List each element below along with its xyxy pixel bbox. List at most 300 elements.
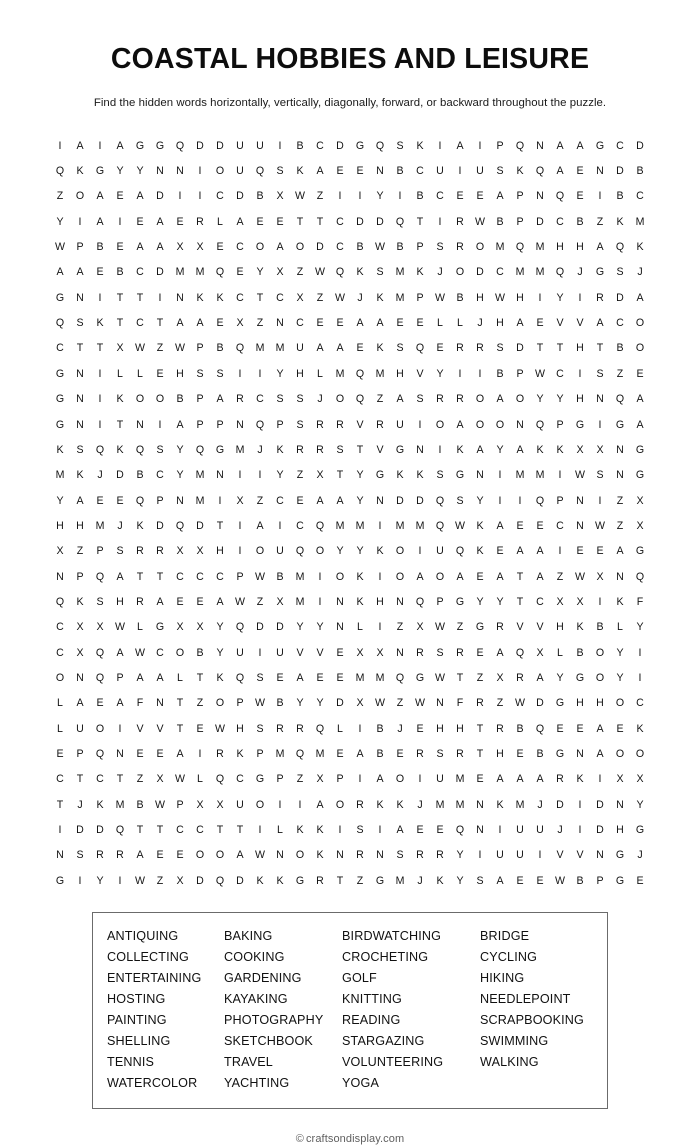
word-list-item[interactable]: YACHTING	[224, 1075, 290, 1090]
grid-letter[interactable]: G	[555, 697, 565, 710]
grid-letter[interactable]: D	[376, 215, 384, 228]
grid-letter[interactable]: U	[436, 773, 444, 786]
grid-letter[interactable]: K	[316, 849, 324, 862]
grid-letter[interactable]: K	[356, 266, 364, 279]
grid-letter[interactable]: E	[156, 849, 164, 862]
grid-letter[interactable]: K	[96, 798, 104, 811]
grid-letter[interactable]: X	[556, 595, 564, 608]
grid-letter[interactable]: T	[456, 671, 464, 684]
grid-letter[interactable]: Z	[156, 874, 164, 887]
grid-letter[interactable]: Q	[535, 494, 545, 507]
grid-letter[interactable]: R	[456, 215, 464, 228]
grid-letter[interactable]: E	[396, 747, 404, 760]
grid-letter[interactable]: Z	[616, 494, 624, 507]
grid-letter[interactable]: Z	[316, 190, 324, 203]
grid-letter[interactable]: N	[576, 519, 584, 532]
grid-letter[interactable]: W	[435, 621, 445, 634]
grid-letter[interactable]: J	[417, 874, 423, 887]
grid-letter[interactable]: A	[636, 393, 644, 406]
grid-letter[interactable]: A	[596, 241, 604, 254]
grid-letter[interactable]: Q	[515, 241, 525, 254]
grid-letter[interactable]: S	[116, 545, 124, 558]
grid-letter[interactable]: A	[156, 215, 164, 228]
grid-letter[interactable]: X	[276, 266, 284, 279]
grid-letter[interactable]: A	[316, 798, 324, 811]
grid-letter[interactable]: W	[175, 342, 185, 355]
grid-letter[interactable]: Q	[435, 494, 445, 507]
grid-letter[interactable]: R	[296, 722, 304, 735]
grid-letter[interactable]: K	[236, 747, 244, 760]
grid-letter[interactable]: X	[596, 443, 604, 456]
grid-letter[interactable]: E	[636, 874, 644, 887]
grid-letter[interactable]: A	[516, 773, 524, 786]
grid-letter[interactable]: R	[456, 646, 464, 659]
grid-letter[interactable]: S	[256, 722, 264, 735]
grid-letter[interactable]: X	[196, 798, 204, 811]
grid-letter[interactable]: T	[76, 342, 84, 355]
grid-letter[interactable]: N	[616, 469, 624, 482]
grid-letter[interactable]: B	[416, 190, 424, 203]
grid-letter[interactable]: Q	[635, 570, 645, 583]
grid-letter[interactable]: D	[236, 190, 244, 203]
grid-letter[interactable]: D	[336, 139, 344, 152]
grid-letter[interactable]: P	[76, 747, 84, 760]
grid-letter[interactable]: U	[296, 342, 304, 355]
grid-letter[interactable]: E	[276, 671, 284, 684]
grid-letter[interactable]: M	[355, 671, 365, 684]
grid-letter[interactable]: D	[536, 215, 544, 228]
word-list-item[interactable]: BIRDWATCHING	[342, 928, 442, 943]
grid-letter[interactable]: B	[276, 697, 284, 710]
grid-letter[interactable]: K	[216, 291, 224, 304]
grid-letter[interactable]: A	[596, 747, 604, 760]
grid-letter[interactable]: A	[236, 849, 244, 862]
grid-letter[interactable]: Y	[556, 393, 564, 406]
grid-letter[interactable]: A	[376, 773, 384, 786]
grid-letter[interactable]: N	[616, 443, 624, 456]
grid-letter[interactable]: U	[256, 139, 264, 152]
grid-letter[interactable]: G	[635, 545, 645, 558]
grid-letter[interactable]: D	[236, 874, 244, 887]
grid-letter[interactable]: I	[218, 494, 222, 507]
grid-letter[interactable]: X	[176, 241, 184, 254]
grid-letter[interactable]: R	[216, 747, 224, 760]
grid-letter[interactable]: K	[96, 317, 104, 330]
grid-letter[interactable]: W	[315, 266, 325, 279]
grid-letter[interactable]: P	[516, 367, 524, 380]
grid-letter[interactable]: Y	[216, 646, 224, 659]
grid-letter[interactable]: Q	[255, 165, 265, 178]
grid-letter[interactable]: L	[137, 621, 143, 634]
grid-letter[interactable]: C	[196, 570, 204, 583]
grid-letter[interactable]: G	[255, 773, 265, 786]
grid-letter[interactable]: N	[596, 849, 604, 862]
grid-letter[interactable]: C	[196, 824, 204, 836]
grid-letter[interactable]: C	[616, 139, 624, 152]
grid-letter[interactable]: D	[596, 824, 604, 836]
grid-letter[interactable]: E	[96, 697, 104, 710]
grid-letter[interactable]: Q	[535, 418, 545, 431]
grid-letter[interactable]: Y	[356, 494, 364, 507]
grid-letter[interactable]: A	[496, 773, 504, 786]
grid-letter[interactable]: X	[96, 621, 104, 634]
grid-letter[interactable]: Y	[456, 874, 464, 887]
grid-letter[interactable]: X	[56, 545, 64, 558]
grid-letter[interactable]: A	[196, 317, 204, 330]
grid-letter[interactable]: A	[276, 241, 284, 254]
grid-letter[interactable]: B	[496, 215, 504, 228]
grid-letter[interactable]: P	[196, 342, 204, 355]
grid-letter[interactable]: O	[255, 545, 265, 558]
grid-letter[interactable]: C	[216, 570, 224, 583]
grid-letter[interactable]: G	[155, 139, 165, 152]
grid-letter[interactable]: A	[156, 671, 164, 684]
grid-letter[interactable]: J	[397, 722, 403, 735]
grid-letter[interactable]: W	[455, 519, 465, 532]
grid-letter[interactable]: U	[236, 646, 244, 659]
grid-letter[interactable]: O	[335, 798, 345, 811]
grid-letter[interactable]: W	[175, 773, 185, 786]
grid-letter[interactable]: P	[596, 874, 604, 887]
grid-letter[interactable]: D	[156, 519, 164, 532]
grid-letter[interactable]: P	[256, 747, 264, 760]
grid-letter[interactable]: S	[76, 443, 84, 456]
grid-letter[interactable]: X	[316, 773, 324, 786]
grid-letter[interactable]: H	[496, 317, 504, 330]
grid-letter[interactable]: X	[176, 621, 184, 634]
grid-letter[interactable]: S	[496, 342, 504, 355]
grid-letter[interactable]: Z	[396, 621, 404, 634]
grid-letter[interactable]: G	[595, 139, 605, 152]
grid-letter[interactable]: Z	[56, 190, 64, 203]
grid-letter[interactable]: K	[296, 165, 304, 178]
grid-letter[interactable]: P	[416, 241, 424, 254]
grid-letter[interactable]: S	[196, 367, 204, 380]
grid-letter[interactable]: G	[415, 671, 425, 684]
grid-letter[interactable]: M	[535, 241, 545, 254]
word-list-item[interactable]: WATERCOLOR	[107, 1075, 198, 1090]
grid-letter[interactable]: N	[396, 595, 404, 608]
grid-letter[interactable]: A	[136, 241, 144, 254]
grid-letter[interactable]: R	[516, 671, 524, 684]
word-list-item[interactable]: PHOTOGRAPHY	[224, 1012, 324, 1027]
grid-letter[interactable]: N	[536, 139, 544, 152]
grid-letter[interactable]: Z	[156, 342, 164, 355]
grid-letter[interactable]: Q	[95, 443, 105, 456]
grid-letter[interactable]: A	[456, 139, 464, 152]
word-list-item[interactable]: KNITTING	[342, 991, 402, 1006]
grid-letter[interactable]: Q	[395, 671, 405, 684]
grid-letter[interactable]: A	[116, 697, 124, 710]
grid-letter[interactable]: W	[135, 874, 145, 887]
grid-letter[interactable]: E	[196, 722, 204, 735]
grid-letter[interactable]: K	[256, 874, 264, 887]
grid-letter[interactable]: Z	[376, 393, 384, 406]
grid-letter[interactable]: H	[596, 697, 604, 710]
grid-letter[interactable]: R	[296, 443, 304, 456]
grid-letter[interactable]: Z	[296, 469, 304, 482]
grid-letter[interactable]: Z	[476, 671, 484, 684]
grid-letter[interactable]: S	[276, 393, 284, 406]
grid-letter[interactable]: E	[56, 747, 64, 760]
grid-letter[interactable]: A	[496, 646, 504, 659]
grid-letter[interactable]: Y	[476, 595, 484, 608]
grid-letter[interactable]: W	[495, 291, 505, 304]
grid-letter[interactable]: E	[296, 494, 304, 507]
grid-letter[interactable]: R	[356, 798, 364, 811]
grid-letter[interactable]: I	[398, 190, 402, 203]
grid-letter[interactable]: H	[576, 342, 584, 355]
grid-letter[interactable]: I	[118, 215, 122, 228]
grid-letter[interactable]: I	[498, 469, 502, 482]
grid-letter[interactable]: O	[475, 418, 485, 431]
grid-letter[interactable]: B	[256, 190, 264, 203]
grid-letter[interactable]: R	[476, 697, 484, 710]
grid-letter[interactable]: P	[276, 773, 284, 786]
grid-letter[interactable]: B	[456, 291, 464, 304]
grid-letter[interactable]: N	[116, 747, 124, 760]
grid-letter[interactable]: G	[455, 469, 465, 482]
grid-letter[interactable]: R	[316, 443, 324, 456]
grid-letter[interactable]: Z	[456, 621, 464, 634]
grid-letter[interactable]: P	[76, 241, 84, 254]
word-list-item[interactable]: VOLUNTEERING	[342, 1054, 444, 1069]
grid-letter[interactable]: E	[336, 317, 344, 330]
grid-letter[interactable]: H	[556, 241, 564, 254]
grid-letter[interactable]: G	[635, 443, 645, 456]
grid-letter[interactable]: X	[636, 494, 644, 507]
grid-letter[interactable]: E	[476, 570, 484, 583]
grid-letter[interactable]: N	[76, 291, 84, 304]
grid-letter[interactable]: N	[156, 697, 164, 710]
grid-letter[interactable]: H	[576, 393, 584, 406]
word-list-item[interactable]: WALKING	[480, 1054, 539, 1069]
grid-letter[interactable]: I	[438, 443, 442, 456]
grid-letter[interactable]: Q	[55, 165, 65, 178]
grid-letter[interactable]: X	[236, 317, 244, 330]
grid-letter[interactable]: H	[576, 241, 584, 254]
word-list-item[interactable]: CROCHETING	[342, 949, 429, 964]
grid-letter[interactable]: E	[616, 722, 624, 735]
grid-letter[interactable]: Q	[55, 595, 65, 608]
grid-letter[interactable]: P	[556, 418, 564, 431]
grid-letter[interactable]: I	[278, 519, 282, 532]
grid-letter[interactable]: K	[456, 443, 464, 456]
grid-letter[interactable]: Y	[616, 646, 624, 659]
grid-letter[interactable]: A	[356, 317, 364, 330]
grid-letter[interactable]: L	[117, 367, 123, 380]
grid-letter[interactable]: M	[375, 367, 385, 380]
grid-letter[interactable]: I	[598, 190, 602, 203]
grid-letter[interactable]: M	[295, 595, 305, 608]
grid-letter[interactable]: J	[557, 824, 563, 836]
grid-letter[interactable]: J	[357, 291, 363, 304]
grid-letter[interactable]: N	[236, 418, 244, 431]
grid-letter[interactable]: A	[336, 494, 344, 507]
grid-letter[interactable]: K	[556, 443, 564, 456]
grid-letter[interactable]: C	[256, 393, 264, 406]
grid-letter[interactable]: P	[416, 291, 424, 304]
grid-letter[interactable]: Q	[195, 443, 205, 456]
grid-letter[interactable]: C	[336, 215, 344, 228]
grid-letter[interactable]: I	[58, 824, 62, 836]
grid-letter[interactable]: N	[276, 317, 284, 330]
grid-letter[interactable]: I	[478, 139, 482, 152]
grid-letter[interactable]: I	[578, 798, 582, 811]
grid-letter[interactable]: M	[495, 241, 505, 254]
grid-letter[interactable]: R	[436, 849, 444, 862]
grid-letter[interactable]: Z	[596, 215, 604, 228]
grid-letter[interactable]: W	[155, 798, 165, 811]
grid-letter[interactable]: I	[418, 545, 422, 558]
grid-letter[interactable]: W	[255, 849, 265, 862]
grid-letter[interactable]: E	[156, 367, 164, 380]
grid-letter[interactable]: W	[435, 291, 445, 304]
grid-letter[interactable]: I	[78, 874, 82, 887]
grid-letter[interactable]: A	[516, 317, 524, 330]
grid-letter[interactable]: W	[115, 621, 125, 634]
grid-letter[interactable]: Q	[95, 747, 105, 760]
grid-letter[interactable]: W	[335, 291, 345, 304]
grid-letter[interactable]: X	[296, 291, 304, 304]
grid-letter[interactable]: A	[396, 393, 404, 406]
grid-letter[interactable]: G	[55, 291, 65, 304]
grid-letter[interactable]: X	[636, 773, 644, 786]
grid-letter[interactable]: M	[515, 798, 525, 811]
grid-letter[interactable]: S	[376, 266, 384, 279]
grid-letter[interactable]: Y	[476, 494, 484, 507]
grid-letter[interactable]: E	[436, 824, 444, 836]
grid-letter[interactable]: E	[336, 747, 344, 760]
word-list-item[interactable]: YOGA	[342, 1075, 379, 1090]
grid-letter[interactable]: L	[317, 367, 323, 380]
grid-letter[interactable]: Y	[176, 443, 184, 456]
grid-letter[interactable]: O	[75, 190, 85, 203]
grid-letter[interactable]: G	[55, 874, 65, 887]
grid-letter[interactable]: E	[396, 317, 404, 330]
grid-letter[interactable]: E	[576, 545, 584, 558]
word-list-item[interactable]: STARGAZING	[342, 1033, 425, 1048]
grid-letter[interactable]: T	[216, 519, 224, 532]
grid-letter[interactable]: S	[76, 849, 84, 862]
grid-letter[interactable]: D	[156, 266, 164, 279]
grid-letter[interactable]: Y	[136, 165, 144, 178]
grid-letter[interactable]: Z	[296, 773, 304, 786]
grid-letter[interactable]: G	[375, 874, 385, 887]
grid-letter[interactable]: N	[396, 646, 404, 659]
grid-letter[interactable]: Q	[515, 646, 525, 659]
grid-letter[interactable]: K	[476, 519, 484, 532]
grid-letter[interactable]: H	[176, 367, 184, 380]
grid-letter[interactable]: D	[356, 215, 364, 228]
grid-letter[interactable]: D	[116, 469, 124, 482]
grid-letter[interactable]: R	[436, 393, 444, 406]
grid-letter[interactable]: C	[216, 190, 224, 203]
grid-letter[interactable]: P	[436, 595, 444, 608]
grid-letter[interactable]: A	[136, 190, 144, 203]
grid-letter[interactable]: O	[175, 646, 185, 659]
grid-letter[interactable]: S	[396, 342, 404, 355]
word-list-item[interactable]: SKETCHBOOK	[224, 1033, 313, 1048]
grid-letter[interactable]: O	[395, 545, 405, 558]
grid-letter[interactable]: K	[376, 291, 384, 304]
grid-letter[interactable]: A	[496, 519, 504, 532]
grid-letter[interactable]: C	[156, 646, 164, 659]
grid-letter[interactable]: E	[496, 545, 504, 558]
grid-letter[interactable]: N	[176, 494, 184, 507]
grid-letter[interactable]: O	[595, 646, 605, 659]
grid-letter[interactable]: A	[176, 418, 184, 431]
grid-letter[interactable]: R	[456, 747, 464, 760]
grid-letter[interactable]: Z	[256, 595, 264, 608]
grid-letter[interactable]: S	[456, 494, 464, 507]
grid-letter[interactable]: K	[216, 671, 224, 684]
grid-letter[interactable]: A	[456, 570, 464, 583]
grid-letter[interactable]: Q	[175, 139, 185, 152]
grid-letter[interactable]: O	[435, 418, 445, 431]
grid-letter[interactable]: N	[336, 849, 344, 862]
grid-letter[interactable]: A	[56, 266, 64, 279]
grid-letter[interactable]: G	[155, 621, 165, 634]
grid-letter[interactable]: E	[356, 342, 364, 355]
grid-letter[interactable]: Q	[295, 747, 305, 760]
grid-letter[interactable]: E	[176, 849, 184, 862]
grid-letter[interactable]: Z	[256, 317, 264, 330]
grid-letter[interactable]: T	[536, 342, 544, 355]
grid-letter[interactable]: O	[95, 722, 105, 735]
grid-letter[interactable]: T	[76, 773, 84, 786]
grid-letter[interactable]: B	[96, 241, 104, 254]
grid-letter[interactable]: I	[78, 215, 82, 228]
grid-letter[interactable]: A	[176, 747, 184, 760]
grid-letter[interactable]: E	[476, 190, 484, 203]
grid-letter[interactable]: J	[577, 266, 583, 279]
grid-letter[interactable]: N	[216, 469, 224, 482]
grid-letter[interactable]: H	[496, 747, 504, 760]
grid-letter[interactable]: J	[637, 266, 643, 279]
grid-letter[interactable]: C	[56, 342, 64, 355]
grid-letter[interactable]: D	[256, 621, 264, 634]
grid-letter[interactable]: P	[96, 545, 104, 558]
grid-letter[interactable]: U	[236, 798, 244, 811]
grid-letter[interactable]: Q	[455, 545, 465, 558]
grid-letter[interactable]: O	[135, 393, 145, 406]
grid-letter[interactable]: E	[316, 671, 324, 684]
grid-letter[interactable]: S	[336, 443, 344, 456]
grid-letter[interactable]: C	[176, 570, 184, 583]
grid-letter[interactable]: L	[57, 697, 63, 710]
grid-letter[interactable]: X	[276, 190, 284, 203]
grid-letter[interactable]: C	[296, 317, 304, 330]
grid-letter[interactable]: I	[318, 570, 322, 583]
grid-letter[interactable]: V	[316, 646, 324, 659]
grid-letter[interactable]: H	[116, 595, 124, 608]
grid-letter[interactable]: A	[216, 595, 224, 608]
grid-letter[interactable]: E	[416, 824, 424, 836]
grid-letter[interactable]: I	[238, 545, 242, 558]
word-list-item[interactable]: SWIMMING	[480, 1033, 549, 1048]
grid-letter[interactable]: J	[77, 798, 83, 811]
grid-letter[interactable]: X	[196, 621, 204, 634]
grid-letter[interactable]: Q	[115, 824, 125, 836]
grid-letter[interactable]: N	[376, 849, 384, 862]
grid-letter[interactable]: P	[216, 418, 224, 431]
grid-letter[interactable]: E	[476, 646, 484, 659]
grid-letter[interactable]: U	[476, 165, 484, 178]
grid-letter[interactable]: M	[415, 519, 425, 532]
grid-letter[interactable]: I	[378, 621, 382, 634]
grid-letter[interactable]: D	[636, 139, 644, 152]
